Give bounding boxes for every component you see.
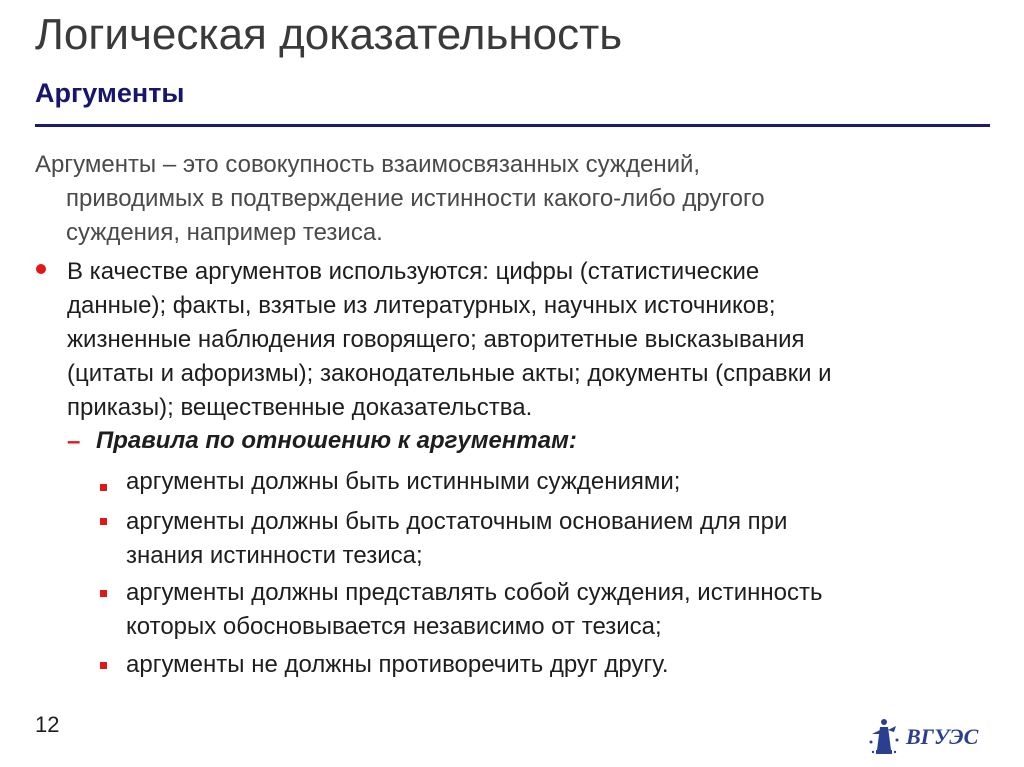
page-number: 12 bbox=[35, 712, 60, 737]
definition-paragraph bbox=[35, 148, 995, 250]
logo-text: ВГУЭС bbox=[906, 724, 979, 749]
rule-item bbox=[126, 505, 1006, 573]
definition-line: Аргументы – это совокупность взаимосвязанных суждений, bbox=[35, 151, 701, 178]
slide-title: Логическая доказательность bbox=[35, 10, 623, 59]
title-divider bbox=[35, 124, 990, 127]
bullet-dot-icon bbox=[36, 264, 46, 274]
bullet-line: приказы); вещественные доказательства. bbox=[67, 394, 533, 421]
definition-line: суждения, например тезиса. bbox=[66, 219, 383, 246]
rule-line: которых обосновывается независимо от тезиса; bbox=[126, 613, 662, 640]
slide-subtitle: Аргументы bbox=[35, 78, 185, 108]
rules-heading: Правила по отношению к аргументам: bbox=[96, 427, 577, 454]
university-logo bbox=[864, 712, 994, 762]
rule-line: аргументы должны быть достаточным основанием для при bbox=[126, 508, 788, 535]
dash-bullet-icon: – bbox=[67, 428, 81, 455]
university-logo-icon bbox=[864, 712, 994, 762]
rule-line: знания истинности тезиса; bbox=[126, 542, 423, 569]
bullet-line: данные); факты, взятые из литературных, научных источников; bbox=[67, 292, 776, 319]
rule-item bbox=[126, 648, 1006, 682]
rule-line: аргументы должны представлять собой суждения, истинность bbox=[126, 579, 823, 606]
bullet-line: (цитаты и афоризмы); законодательные акты; документы (справки и bbox=[67, 360, 832, 387]
square-bullet-icon bbox=[100, 518, 107, 525]
rule-item bbox=[126, 576, 1006, 644]
definition-line: приводимых в подтверждение истинности какого-либо другого bbox=[66, 185, 765, 212]
arguments-bullet bbox=[67, 255, 997, 425]
rule-item bbox=[126, 465, 1006, 499]
rule-line: аргументы должны быть истинными суждениями; bbox=[126, 468, 681, 495]
rule-line: аргументы не должны противоречить друг другу. bbox=[126, 651, 669, 678]
square-bullet-icon bbox=[100, 590, 107, 597]
bullet-line: В качестве аргументов используются: цифры (статистические bbox=[67, 258, 760, 285]
square-bullet-icon bbox=[100, 484, 107, 491]
square-bullet-icon bbox=[100, 662, 107, 669]
bullet-line: жизненные наблюдения говорящего; авторитетные высказывания bbox=[67, 326, 805, 353]
